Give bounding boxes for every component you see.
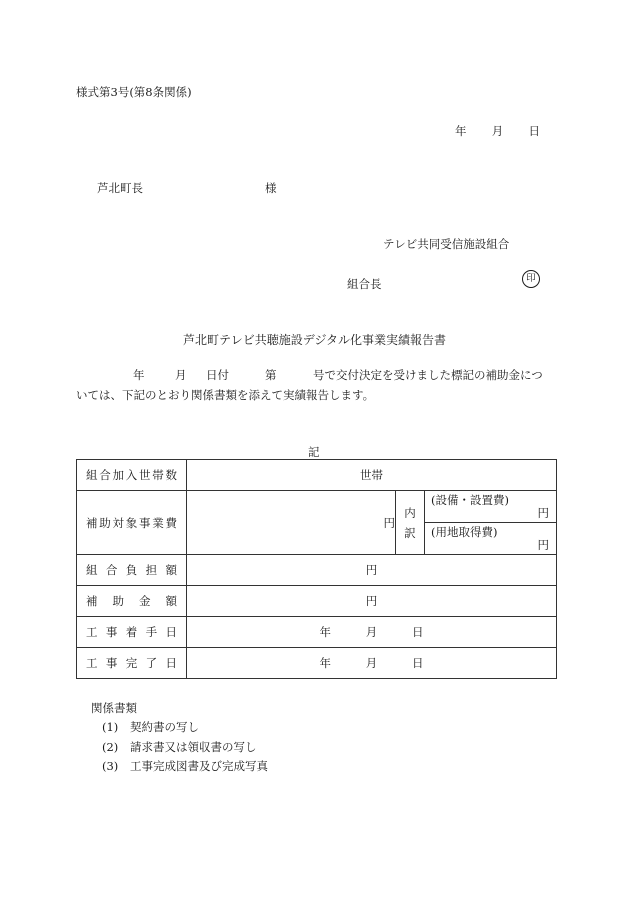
equipment-cost-label: (設備・設置費) bbox=[431, 493, 509, 507]
body-line1-rest: 号で交付決定を受けました標記の補助金につ bbox=[313, 368, 543, 382]
label-char: 手 bbox=[145, 625, 158, 639]
date-line bbox=[455, 123, 540, 139]
ki-heading: 記 bbox=[308, 445, 320, 459]
project-cost-label bbox=[77, 515, 186, 531]
date-day: 日 bbox=[528, 124, 540, 138]
table-row-start bbox=[77, 617, 557, 648]
label-char: 負 bbox=[125, 563, 138, 577]
start-date-parts bbox=[320, 624, 424, 640]
body-month: 月 bbox=[175, 368, 187, 382]
breakdown-char: 内 bbox=[404, 505, 416, 520]
label-char: 日 bbox=[165, 656, 177, 670]
label-char: 業 bbox=[152, 515, 164, 530]
subsidy-label bbox=[77, 593, 186, 609]
households-label-cell bbox=[77, 460, 187, 491]
date-month: 月 bbox=[491, 124, 504, 138]
table-row-households bbox=[77, 460, 557, 491]
label-char: 完 bbox=[125, 656, 138, 670]
start-date-value bbox=[187, 617, 557, 648]
project-cost-label-cell bbox=[77, 491, 187, 555]
start-day: 日 bbox=[412, 625, 424, 639]
completion-label-cell bbox=[77, 648, 187, 679]
body-day-dated: 日付 bbox=[206, 368, 229, 382]
burden-label-cell bbox=[77, 555, 187, 586]
label-char: 合 bbox=[105, 563, 118, 577]
label-char: 担 bbox=[145, 563, 158, 577]
label-char: 助 bbox=[99, 515, 111, 530]
label-char: 額 bbox=[165, 594, 177, 608]
start-month: 月 bbox=[365, 625, 378, 639]
label-char: 合 bbox=[99, 468, 111, 482]
label-char: 補 bbox=[86, 594, 98, 608]
burden-label bbox=[77, 562, 186, 578]
label-char: 助 bbox=[112, 594, 124, 608]
completion-year: 年 bbox=[319, 656, 331, 670]
label-char: 加 bbox=[112, 468, 124, 482]
breakdown-char: 訳 bbox=[404, 525, 416, 540]
subsidy-label-cell bbox=[77, 586, 187, 617]
related-doc-num-2: (2) bbox=[102, 740, 119, 754]
label-char: 入 bbox=[125, 468, 138, 482]
completion-date-parts bbox=[320, 655, 424, 671]
chief-label: 組合長 bbox=[347, 277, 382, 291]
body-line-2: いては、下記のとおり関係書類を添えて実績報告します。 bbox=[76, 388, 375, 402]
completion-label bbox=[77, 655, 186, 671]
subsidy-value: 円 bbox=[187, 586, 557, 617]
table-row-subsidy bbox=[77, 586, 557, 617]
breakdown-label bbox=[396, 491, 425, 555]
addressee-honorific: 様 bbox=[265, 181, 277, 195]
equipment-cost-cell bbox=[425, 491, 557, 523]
label-char: 着 bbox=[125, 625, 138, 639]
label-char: 事 bbox=[105, 656, 118, 670]
completion-month: 月 bbox=[365, 656, 378, 670]
label-char: 象 bbox=[125, 515, 138, 530]
seal-mark: 印 bbox=[522, 270, 540, 288]
date-year: 年 bbox=[455, 124, 467, 138]
related-doc-num-1: (1) bbox=[102, 720, 119, 734]
body-dai: 第 bbox=[265, 368, 277, 382]
related-docs-heading: 関係書類 bbox=[91, 701, 137, 715]
addressee bbox=[97, 180, 277, 196]
related-doc-text-3: 工事完成図書及び完成写真 bbox=[130, 759, 268, 773]
label-char: 金 bbox=[139, 594, 151, 608]
land-cost-unit: 円 bbox=[537, 538, 549, 552]
burden-value: 円 bbox=[187, 555, 557, 586]
completion-day: 日 bbox=[412, 656, 424, 670]
label-char: 額 bbox=[165, 563, 177, 577]
label-char: 補 bbox=[86, 515, 98, 530]
document-title: 芦北町テレビ共聴施設デジタル化事業実績報告書 bbox=[183, 333, 447, 347]
households-label bbox=[77, 467, 186, 483]
related-doc-text-2: 請求書又は領収書の写し bbox=[130, 740, 257, 754]
label-char: 工 bbox=[86, 625, 98, 639]
label-char: 日 bbox=[165, 625, 177, 639]
land-cost-cell bbox=[425, 523, 557, 555]
start-label bbox=[77, 624, 186, 640]
label-char: 帯 bbox=[152, 468, 164, 482]
project-cost-value: 円 bbox=[187, 491, 396, 555]
related-doc-item-2 bbox=[102, 739, 257, 755]
label-char: 対 bbox=[112, 515, 124, 530]
completion-date-value bbox=[187, 648, 557, 679]
related-doc-text-1: 契約書の写し bbox=[130, 720, 199, 734]
label-char: 組 bbox=[86, 468, 98, 482]
table-row-completion bbox=[77, 648, 557, 679]
households-value: 世帯 bbox=[187, 460, 557, 491]
start-label-cell bbox=[77, 617, 187, 648]
label-char: 世 bbox=[139, 468, 151, 482]
label-char: 事 bbox=[105, 625, 118, 639]
report-table bbox=[76, 459, 557, 679]
equipment-cost-unit: 円 bbox=[537, 506, 549, 520]
addressee-name: 芦北町長 bbox=[97, 181, 143, 195]
label-char: 費 bbox=[165, 515, 177, 530]
label-char: 組 bbox=[86, 563, 98, 577]
table-row-burden bbox=[77, 555, 557, 586]
table-row-project-cost-1 bbox=[77, 491, 557, 523]
label-char: 数 bbox=[165, 468, 177, 482]
label-char: 工 bbox=[86, 656, 98, 670]
land-cost-label: (用地取得費) bbox=[431, 525, 498, 539]
body-year: 年 bbox=[133, 368, 145, 382]
related-doc-item-3 bbox=[102, 758, 268, 774]
related-doc-num-3: (3) bbox=[102, 759, 119, 773]
form-number: 様式第3号(第8条関係) bbox=[76, 85, 192, 99]
start-year: 年 bbox=[319, 625, 331, 639]
label-char: 了 bbox=[145, 656, 158, 670]
related-doc-item-1 bbox=[102, 719, 199, 735]
label-char: 事 bbox=[139, 515, 151, 530]
organization-name: テレビ共同受信施設組合 bbox=[383, 237, 510, 251]
